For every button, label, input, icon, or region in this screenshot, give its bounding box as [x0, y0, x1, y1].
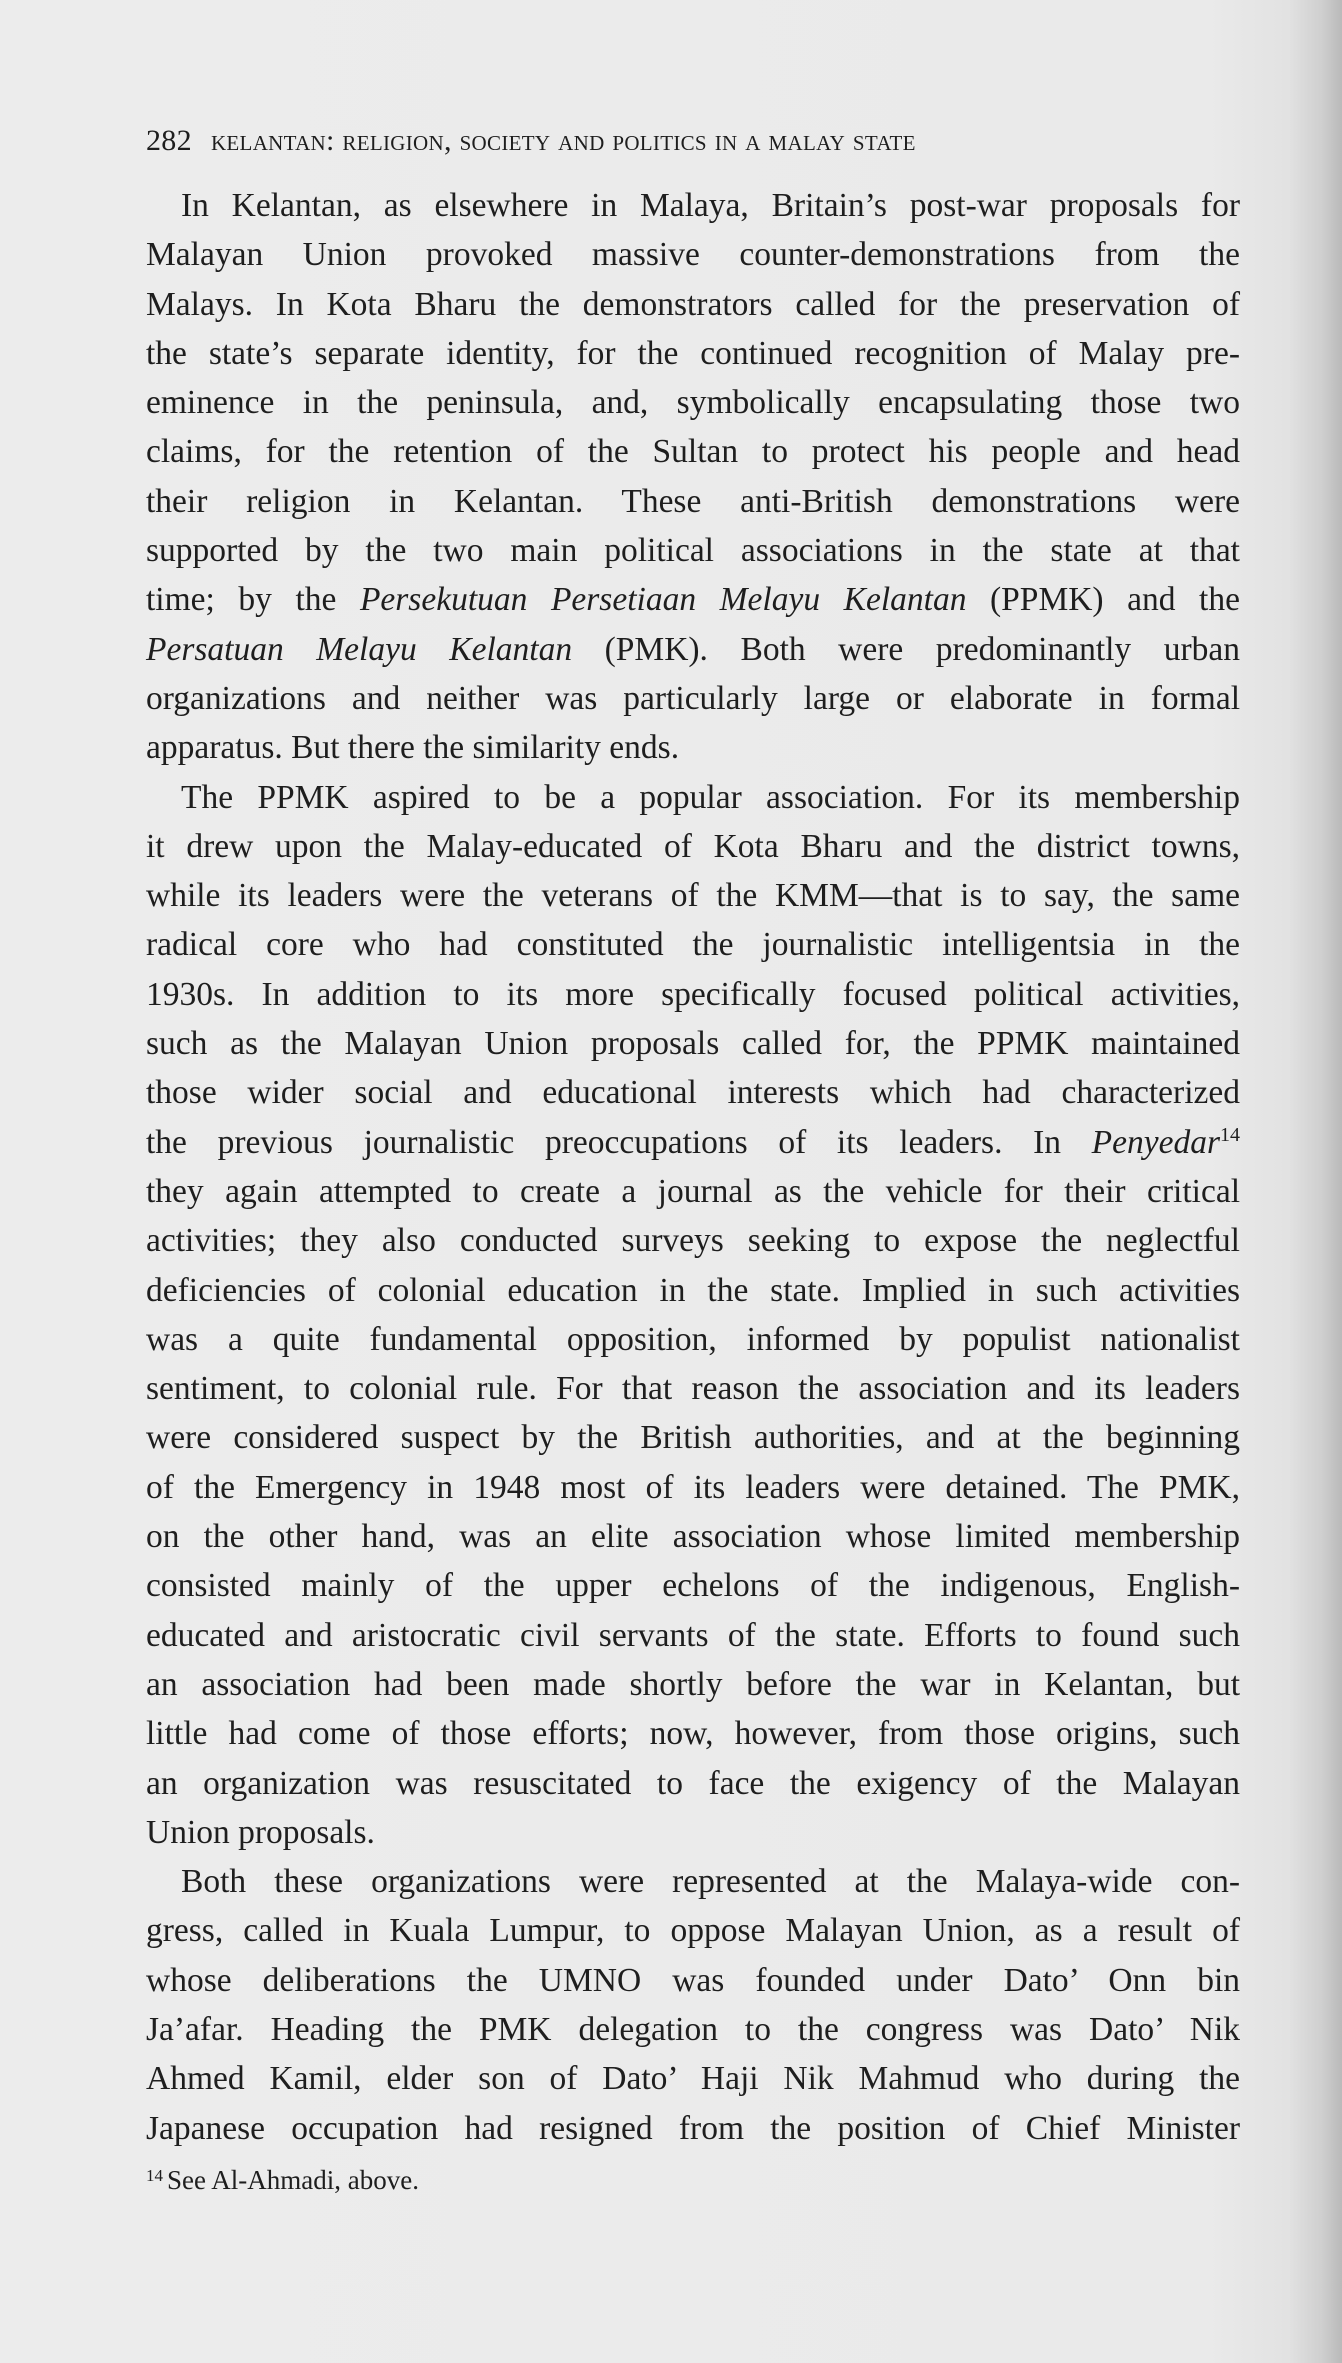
text-line: [146, 1660, 1240, 1709]
text-line: [146, 1808, 1240, 1857]
text-line: [146, 625, 1240, 674]
text-line: [146, 723, 1240, 772]
text-span: activities; they also conducted surveys seeking to expose the neglectful: [146, 1222, 1240, 1260]
text-line: [146, 822, 1240, 871]
text-span: Union proposals.: [146, 1813, 375, 1851]
text-line: [146, 773, 1240, 822]
text-line: [146, 1709, 1240, 1758]
text-span: eminence in the peninsula, and, symbolically encapsulating those two: [146, 384, 1240, 422]
footnote-text: See Al-Ahmadi, above.: [167, 2165, 419, 2195]
text-line: [146, 1857, 1240, 1906]
text-line: [146, 1364, 1240, 1413]
text-line: [146, 230, 1240, 279]
text-line: [146, 1068, 1240, 1117]
text-line: [146, 1413, 1240, 1462]
text-span: such as the Malayan Union proposals called for, the PPMK maintained: [146, 1025, 1240, 1063]
text-line: [146, 871, 1240, 920]
text-line: [146, 1463, 1240, 1512]
text-line: [146, 280, 1240, 329]
text-span: their religion in Kelantan. These anti-British demonstrations were: [146, 482, 1240, 520]
text-span: on the other hand, was an elite association whose limited membership: [146, 1518, 1240, 1556]
text-span: whose deliberations the UMNO was founded under Dato’ Onn bin: [146, 1961, 1240, 1999]
italic-text: Penyedar: [1091, 1123, 1220, 1161]
text-span: The PPMK aspired to be a popular association. For its membership: [181, 778, 1240, 816]
text-span: little had come of those efforts; now, however, from those origins, such: [146, 1715, 1240, 1753]
text-line: [146, 427, 1240, 476]
text-line: [146, 2054, 1240, 2103]
text-line: [146, 1315, 1240, 1364]
text-span: an organization was resuscitated to face the exigency of the Malayan: [146, 1764, 1240, 1802]
text-span: those wider social and educational interests which had characterized: [146, 1074, 1240, 1112]
footnote-marker: 14: [146, 2166, 163, 2185]
text-span: the state’s separate identity, for the continued recognition of Malay pre-: [146, 334, 1240, 372]
text-span: educated and aristocratic civil servants of the state. Efforts to found such: [146, 1616, 1240, 1654]
text-span: (PPMK) and the: [966, 581, 1240, 619]
text-span: gress, called in Kuala Lumpur, to oppose Malayan Union, as a result of: [146, 1912, 1240, 1950]
text-span: they again attempted to create a journal as the vehicle for their critical: [146, 1172, 1240, 1210]
text-span: consisted mainly of the upper echelons of the indigenous, English-: [146, 1567, 1240, 1605]
running-title: kelantan: religion, society and politics in a malay state: [210, 124, 916, 157]
page-number: 282: [146, 124, 192, 157]
text-span: Japanese occupation had resigned from the position of Chief Minister: [146, 2109, 1240, 2147]
italic-text: Persekutuan Persetiaan Melayu Kelantan: [359, 581, 967, 619]
text-span: time; by the: [146, 581, 360, 619]
text-line: [146, 477, 1240, 526]
text-line: [146, 2005, 1240, 2054]
text-span: apparatus. But there the similarity ends.: [146, 729, 680, 767]
text-span: Ahmed Kamil, elder son of Dato’ Haji Nik Mahmud who during the: [146, 2060, 1240, 2098]
text-span: while its leaders were the veterans of the KMM—that is to say, the same: [146, 877, 1240, 915]
text-line: [146, 1019, 1240, 1068]
text-line: [146, 1561, 1240, 1610]
text-span: supported by the two main political associations in the state at that: [146, 532, 1240, 570]
text-line: [146, 329, 1240, 378]
text-line: [146, 1611, 1240, 1660]
text-span: Ja’afar. Heading the PMK delegation to the congress was Dato’ Nik: [146, 2010, 1240, 2048]
text-line: [146, 181, 1240, 230]
text-line: [146, 920, 1240, 969]
text-span: it drew upon the Malay-educated of Kota Bharu and the district towns,: [146, 827, 1240, 865]
text-span: the previous journalistic preoccupations of its leaders. In: [146, 1123, 1092, 1161]
footnote: [146, 2165, 419, 2196]
body-text: [146, 181, 1240, 2153]
text-line: [146, 2104, 1240, 2153]
text-line: [146, 1167, 1240, 1216]
text-span: sentiment, to colonial rule. For that reason the association and its leaders: [146, 1370, 1240, 1408]
text-span: (PMK). Both were predominantly urban: [572, 630, 1240, 668]
footnote-reference: 14: [1220, 1123, 1240, 1146]
text-line: [146, 378, 1240, 427]
text-line: [146, 526, 1240, 575]
italic-text: Persatuan Melayu Kelantan: [146, 630, 573, 668]
text-span: deficiencies of colonial education in the state. Implied in such activities: [146, 1271, 1240, 1309]
text-line: [146, 1956, 1240, 2005]
text-span: Malayan Union provoked massive counter-demonstrations from the: [146, 236, 1240, 274]
text-line: [146, 1906, 1240, 1955]
text-line: [146, 1266, 1240, 1315]
text-span: of the Emergency in 1948 most of its leaders were detained. The PMK,: [146, 1468, 1240, 1506]
text-span: In Kelantan, as elsewhere in Malaya, Britain’s post-war proposals for: [181, 187, 1240, 224]
text-span: Malays. In Kota Bharu the demonstrators called for the preservation of: [146, 285, 1240, 323]
text-span: Both these organizations were represented at the Malaya-wide con-: [181, 1863, 1240, 1901]
text-span: an association had been made shortly before the war in Kelantan, but: [146, 1665, 1240, 1703]
text-line: [146, 970, 1240, 1019]
text-span: radical core who had constituted the journalistic intelligentsia in the: [146, 926, 1240, 964]
text-line: [146, 575, 1240, 624]
text-span: were considered suspect by the British authorities, and at the beginning: [146, 1419, 1240, 1457]
text-line: [146, 1216, 1240, 1265]
text-span: 1930s. In addition to its more specifically focused political activities,: [146, 975, 1240, 1013]
text-line: [146, 1759, 1240, 1808]
text-span: claims, for the retention of the Sultan to protect his people and head: [146, 433, 1240, 471]
text-span: was a quite fundamental opposition, informed by populist nationalist: [146, 1320, 1240, 1358]
text-line: [146, 1118, 1240, 1167]
text-span: organizations and neither was particularly large or elaborate in formal: [146, 679, 1240, 717]
running-header: [146, 124, 916, 158]
text-line: [146, 1512, 1240, 1561]
text-line: [146, 674, 1240, 723]
